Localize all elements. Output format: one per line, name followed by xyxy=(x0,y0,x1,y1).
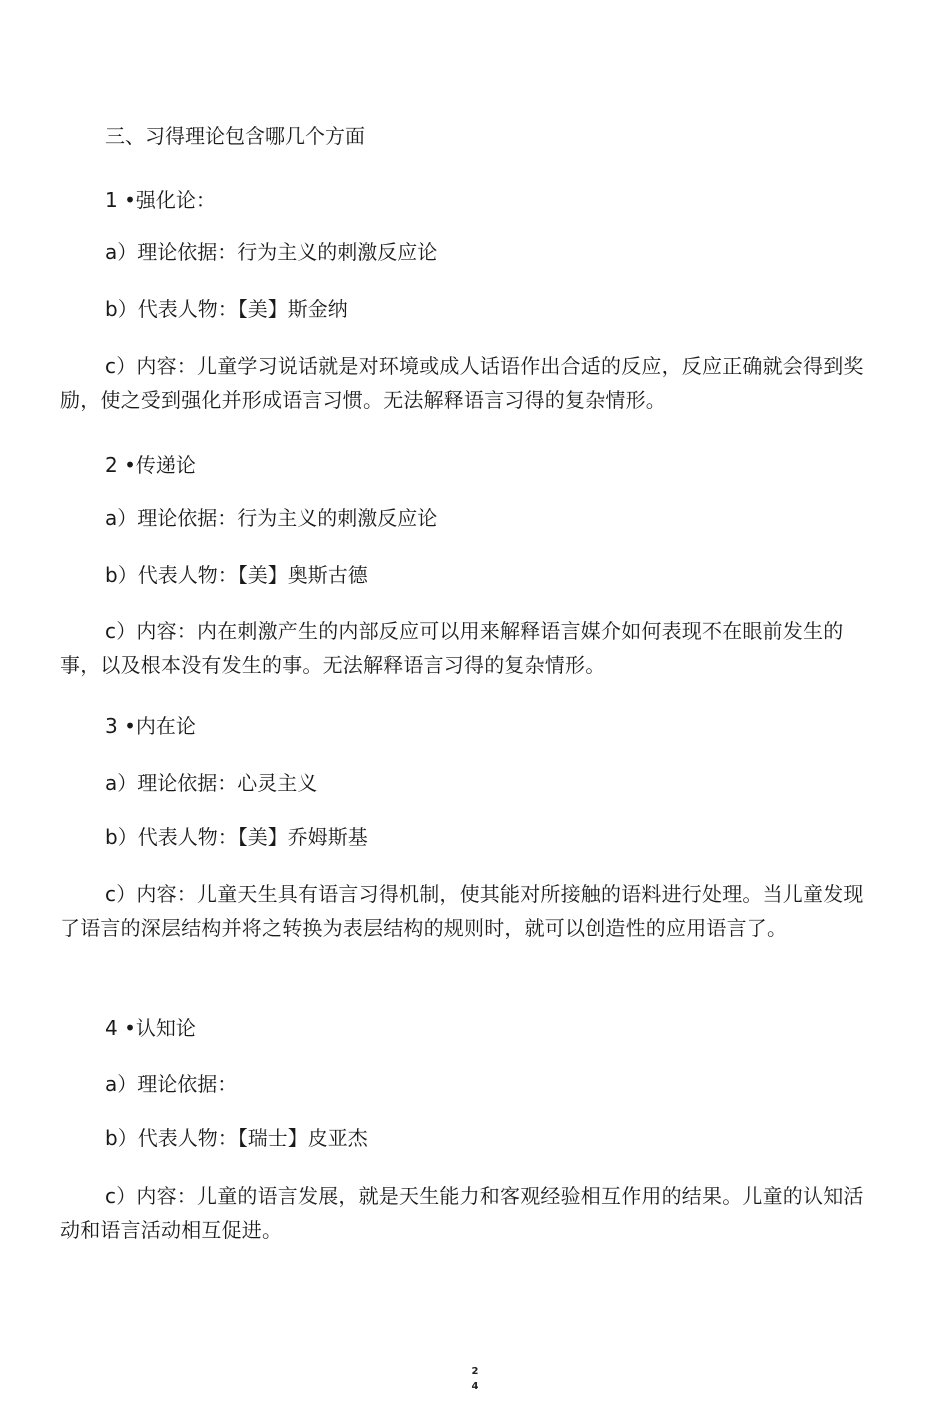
section-3-title: 3 •内在论 xyxy=(105,714,196,738)
section-3-person: b）代表人物：【美】乔姆斯基 xyxy=(105,825,368,849)
section-1-basis: a）理论依据：行为主义的刺激反应论 xyxy=(105,240,438,264)
section-4-title: 4 •认知论 xyxy=(105,1016,196,1040)
section-3-basis: a）理论依据：心灵主义 xyxy=(105,771,318,795)
section-2-content: c）内容：内在刺激产生的内部反应可以用来解释语言媒介如何表现不在眼前发生的事，以及根本没有发生的事。无法解释语言习得的复杂情形。 xyxy=(60,619,844,677)
section-1-person: b）代表人物：【美】斯金纳 xyxy=(105,297,348,321)
section-2-title: 2 •传递论 xyxy=(105,453,196,477)
section-3-content: c）内容：儿童天生具有语言习得机制，使其能对所接触的语料进行处理。当儿童发现了语言的深层结构并将之转换为表层结构的规则时，就可以创造性的应用语言了。 xyxy=(60,882,864,940)
section-2-person: b）代表人物：【美】奥斯古德 xyxy=(105,563,368,587)
section-1-title: 1 •强化论： xyxy=(105,188,216,212)
section-4-content: c）内容：儿童的语言发展，就是天生能力和客观经验相互作用的结果。儿童的认知活动和语言活动相互促进。 xyxy=(60,1184,864,1242)
section-2-basis: a）理论依据：行为主义的刺激反应论 xyxy=(105,506,438,530)
page-number-line1: 2 xyxy=(471,1366,479,1377)
section-1-content: c）内容：儿童学习说话就是对环境或成人话语作出合适的反应，反应正确就会得到奖励，使之受到强化并形成语言习惯。无法解释语言习得的复杂情形。 xyxy=(60,354,864,412)
section-4-basis: a）理论依据： xyxy=(105,1072,238,1096)
section-heading: 三、习得理论包含哪几个方面 xyxy=(105,124,365,148)
section-4-person: b）代表人物：【瑞士】皮亚杰 xyxy=(105,1126,368,1150)
page-number-line2: 4 xyxy=(471,1381,479,1392)
